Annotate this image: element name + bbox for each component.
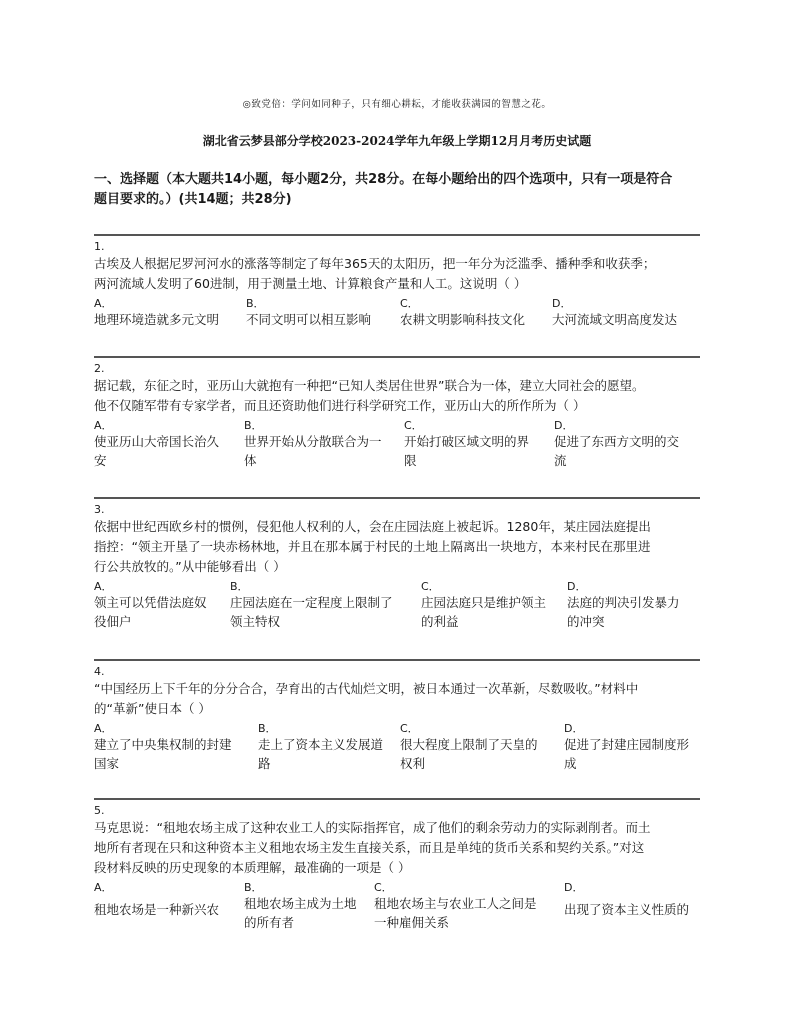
- option-text: 限: [404, 453, 417, 468]
- option-text: 役佃户: [94, 614, 132, 629]
- option-d[interactable]: [564, 881, 689, 919]
- option-a[interactable]: [94, 580, 207, 631]
- question-stem: [94, 679, 700, 719]
- option-letter: D．: [564, 722, 584, 735]
- option-text: 的所有者: [244, 915, 295, 930]
- option-letter: A．: [94, 722, 113, 735]
- option-letter: D．: [552, 297, 572, 310]
- option-text: 成: [564, 756, 577, 771]
- option-text: 的利益: [421, 614, 459, 629]
- stem-line: 段材料反映的历史现象的本质理解，最准确的一项是（ ）: [94, 860, 411, 875]
- question-3: [94, 497, 700, 629]
- options-row: [94, 580, 700, 629]
- option-text: 法庭的判决引发暴力: [567, 595, 680, 610]
- option-text: 地理环境造就多元文明: [94, 312, 220, 327]
- option-d[interactable]: [554, 419, 679, 470]
- option-text: 领主可以凭借法庭奴: [94, 595, 207, 610]
- option-letter: B．: [246, 297, 265, 310]
- option-text: 租地农场主成为土地: [244, 896, 357, 911]
- question-number: 4.: [94, 665, 105, 678]
- question-2: [94, 356, 700, 468]
- option-a[interactable]: [94, 419, 219, 470]
- question-stem: [94, 254, 700, 294]
- question-stem: [94, 517, 700, 577]
- stem-line: 的“革新”使日本（ ）: [94, 701, 211, 716]
- option-text: 使亚历山大帝国长治久: [94, 434, 220, 449]
- option-letter: B．: [258, 722, 277, 735]
- stem-line: 据记载，东征之时，亚历山大就抱有一种把“已知人类居住世界”联合为一体，建立大同社会的愿望。: [94, 378, 645, 393]
- stem-line: “中国经历上下千年的分分合合，孕育出的古代灿烂文明，被日本通过一次革新，尽数吸收。”材料中: [94, 681, 639, 696]
- option-letter: B．: [230, 580, 249, 593]
- option-b[interactable]: [246, 297, 371, 329]
- question-divider: [94, 798, 700, 800]
- section-header-line-1: 一、选择题（本大题共14小题，每小题2分，共28分。在每小题给出的四个选项中，只有一项是符合: [94, 172, 673, 187]
- question-number: 3.: [94, 503, 105, 516]
- stem-line: 地所有者现在只和这种资本主义租地农场主发生直接关系，而且是单纯的货币关系和契约关系。”对这: [94, 840, 645, 855]
- options-row: [94, 881, 700, 930]
- option-letter: C．: [404, 419, 423, 432]
- stem-line: 马克思说：“租地农场主成了这种农业工人的实际指挥官，成了他们的剩余劳动力的实际剥削者。而土: [94, 820, 651, 835]
- option-text: 体: [244, 453, 257, 468]
- question-stem: [94, 376, 700, 416]
- option-text: 很大程度上限制了天皇的: [400, 737, 538, 752]
- option-letter: C．: [421, 580, 440, 593]
- option-letter: A．: [94, 297, 113, 310]
- option-letter: A．: [94, 419, 113, 432]
- option-letter: A．: [94, 580, 113, 593]
- option-d[interactable]: [567, 580, 680, 631]
- option-c[interactable]: [374, 881, 537, 932]
- option-text: 一种雇佣关系: [374, 915, 450, 930]
- option-text: 庄园法庭在一定程度上限制了: [230, 595, 393, 610]
- option-b[interactable]: [230, 580, 393, 631]
- option-letter: D．: [554, 419, 574, 432]
- question-divider: [94, 497, 700, 499]
- option-c[interactable]: [400, 722, 538, 773]
- stem-line: 古埃及人根据尼罗河河水的涨落等制定了每年365天的太阳历，把一年分为泛滥季、播种季和收获季；: [94, 256, 656, 271]
- option-text: 大河流域文明高度发达: [552, 312, 678, 327]
- option-text: 出现了资本主义性质的: [564, 902, 690, 917]
- option-text: 租地农场是一种新兴农: [94, 902, 220, 917]
- option-letter: C．: [400, 722, 419, 735]
- option-d[interactable]: [564, 722, 689, 773]
- exam-title: 湖北省云梦县部分学校2023-2024学年九年级上学期12月月考历史试题: [202, 134, 592, 148]
- option-text: 促进了封建庄园制度形: [564, 737, 690, 752]
- option-letter: D．: [567, 580, 587, 593]
- option-text: 安: [94, 453, 107, 468]
- option-c[interactable]: [404, 419, 529, 470]
- option-text: 走上了资本主义发展道: [258, 737, 384, 752]
- option-a[interactable]: [94, 881, 219, 919]
- stem-line: 他不仅随军带有专家学者，而且还资助他们进行科学研究工作，亚历山大的所作所为（ ）: [94, 398, 586, 413]
- question-stem: [94, 818, 700, 878]
- option-c[interactable]: [400, 297, 525, 329]
- stem-line: 指控：“领主开垦了一块赤杨林地，并且在那本属于村民的土地上隔离出一块地方，本来村民在那里进: [94, 539, 651, 554]
- stem-line: 依据中世纪西欧乡村的惯例，侵犯他人权利的人，会在庄园法庭上被起诉。1280年，某庄园法庭提出: [94, 519, 651, 534]
- option-text: 流: [554, 453, 567, 468]
- question-divider: [94, 356, 700, 358]
- option-text: 的冲突: [567, 614, 605, 629]
- option-text: 农耕文明影响科技文化: [400, 312, 526, 327]
- question-number: 5.: [94, 804, 105, 817]
- question-4: [94, 659, 700, 771]
- option-letter: D．: [564, 881, 584, 894]
- option-letter: C．: [374, 881, 393, 894]
- option-text: 权利: [400, 756, 426, 771]
- option-letter: A．: [94, 881, 113, 894]
- option-b[interactable]: [244, 419, 382, 470]
- section-header: [94, 170, 694, 210]
- option-c[interactable]: [421, 580, 546, 631]
- option-b[interactable]: [258, 722, 383, 773]
- option-b[interactable]: [244, 881, 357, 932]
- stem-line: 两河流域人发明了60进制，用于测量土地、计算粮食产量和人工。这说明（ ）: [94, 276, 527, 291]
- question-number: 2.: [94, 362, 105, 375]
- question-1: [94, 234, 700, 335]
- option-text: 开始打破区域文明的界: [404, 434, 530, 449]
- option-text: 国家: [94, 756, 120, 771]
- option-a[interactable]: [94, 722, 232, 773]
- option-d[interactable]: [552, 297, 677, 329]
- option-text: 建立了中央集权制的封建: [94, 737, 232, 752]
- question-5: [94, 798, 700, 930]
- option-text: 租地农场主与农业工人之间是: [374, 896, 537, 911]
- option-text: 路: [258, 756, 271, 771]
- option-letter: B．: [244, 881, 263, 894]
- question-divider: [94, 659, 700, 661]
- motto-line: ◎致党倍：学问如同种子，只有细心耕耘，才能收获满园的智慧之花。: [242, 99, 552, 110]
- option-text: 庄园法庭只是维护领主: [421, 595, 547, 610]
- option-a[interactable]: [94, 297, 219, 329]
- question-number: 1.: [94, 240, 105, 253]
- options-row: [94, 297, 700, 335]
- question-divider: [94, 234, 700, 236]
- option-letter: C．: [400, 297, 419, 310]
- option-letter: B．: [244, 419, 263, 432]
- stem-line: 行公共放牧的。”从中能够看出（ ）: [94, 559, 286, 574]
- options-row: [94, 419, 700, 468]
- section-header-line-2: 题目要求的。）(共14题；共28分): [94, 192, 292, 207]
- option-text: 不同文明可以相互影响: [246, 312, 372, 327]
- option-text: 世界开始从分散联合为一: [244, 434, 382, 449]
- options-row: [94, 722, 700, 771]
- option-text: 领主特权: [230, 614, 281, 629]
- option-text: 促进了东西方文明的交: [554, 434, 680, 449]
